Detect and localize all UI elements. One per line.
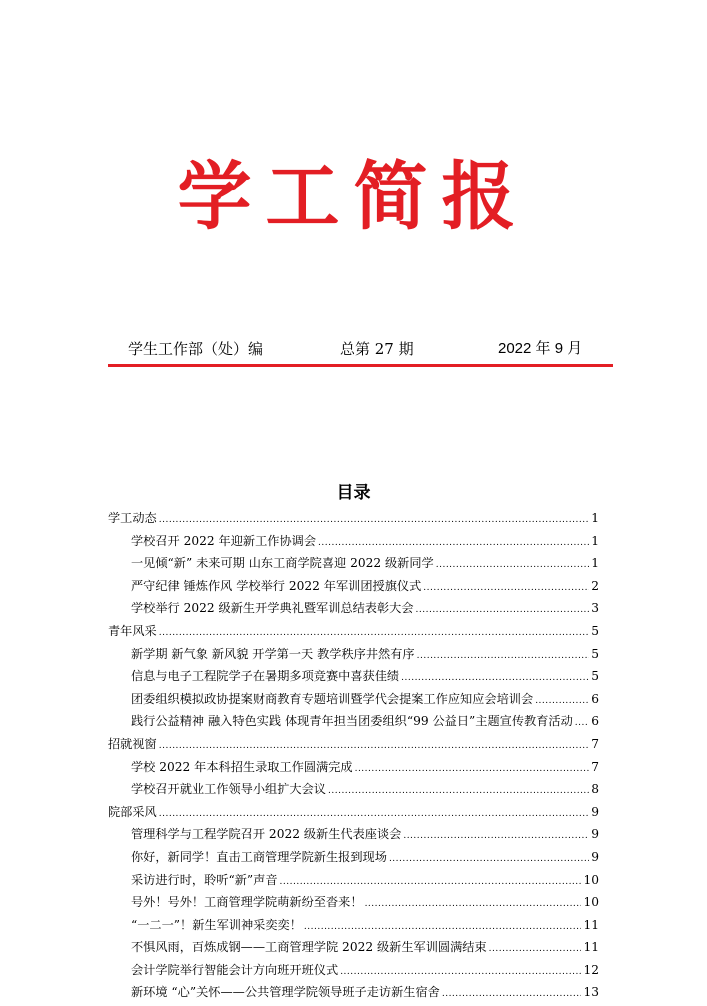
toc-page-number: 2 xyxy=(591,578,599,593)
toc-entry[interactable] xyxy=(108,597,599,620)
toc-leader-dots xyxy=(159,622,589,645)
toc-page-number: 1 xyxy=(591,556,599,571)
toc-entry[interactable] xyxy=(108,552,599,575)
toc-leader-dots xyxy=(159,735,589,758)
toc-leader-dots xyxy=(416,599,590,622)
toc-leader-dots xyxy=(489,938,582,961)
toc-entry[interactable] xyxy=(108,530,599,553)
toc-page-number: 6 xyxy=(591,691,599,706)
toc-entry-title: 一见倾“新” 未来可期 山东工商学院喜迎 2022 级新同学 xyxy=(131,556,434,571)
toc-section-entry[interactable] xyxy=(108,507,599,530)
toc-leader-dots xyxy=(365,893,582,916)
toc-entry[interactable] xyxy=(108,981,599,1004)
toc-page-number: 5 xyxy=(591,669,599,684)
toc-entry-title: 号外！号外！工商管理学院萌新纷至沓来！ xyxy=(131,895,363,910)
toc-entry[interactable] xyxy=(108,688,599,711)
toc-leader-dots xyxy=(442,983,582,1006)
toc-page-number: 12 xyxy=(583,962,599,977)
toc-leader-dots xyxy=(159,509,589,532)
toc-page-number: 11 xyxy=(583,917,599,932)
toc-page-number: 9 xyxy=(591,804,599,819)
toc-entry-title: 院部采风 xyxy=(108,804,157,819)
toc-entry-title: 不惧风雨，百炼成钢——工商管理学院 2022 级新生军训圆满结束 xyxy=(131,940,487,955)
toc-leader-dots xyxy=(355,758,590,781)
toc-entry-title: 你好，新同学！直击工商管理学院新生报到现场 xyxy=(131,849,387,864)
toc-leader-dots xyxy=(304,916,582,939)
masthead-title: 学工简报 xyxy=(177,154,530,240)
toc-leader-dots xyxy=(575,712,589,735)
issuer-label: 学生工作部（处）编 xyxy=(128,340,264,358)
issue-number: 总第 27 期 xyxy=(340,340,414,358)
toc-entry-title: 严守纪律 锤炼作风 学校举行 2022 年军训团授旗仪式 xyxy=(131,578,422,593)
toc-entry-title: 新环境 “心”关怀——公共管理学院领导班子走访新生宿舍 xyxy=(131,985,440,1000)
toc-leader-dots xyxy=(280,871,582,894)
toc-entry-title: 团委组织模拟政协提案财商教育专题培训暨学代会提案工作应知应会培训会 xyxy=(131,691,534,706)
toc-page-number: 1 xyxy=(591,511,599,525)
toc-entry[interactable] xyxy=(108,756,599,779)
toc-page-number: 13 xyxy=(583,985,599,1000)
toc-entry[interactable] xyxy=(108,823,599,846)
toc-entry[interactable] xyxy=(108,665,599,688)
toc-leader-dots xyxy=(401,667,589,690)
toc-page-number: 10 xyxy=(583,895,599,910)
toc-section-entry[interactable] xyxy=(108,620,599,643)
toc-page-number: 5 xyxy=(591,623,599,638)
table-of-contents xyxy=(108,507,599,1004)
toc-page-number: 11 xyxy=(583,940,599,955)
toc-leader-dots xyxy=(403,825,589,848)
toc-entry-title: 招就视窗 xyxy=(108,736,157,751)
toc-entry[interactable] xyxy=(108,936,599,959)
toc-entry-title: 新学期 新气象 新风貌 开学第一天 教学秩序井然有序 xyxy=(131,646,415,661)
toc-leader-dots xyxy=(436,554,590,577)
toc-entry-title: “一二一”！新生军训神采奕奕！ xyxy=(131,917,302,932)
toc-leader-dots xyxy=(389,848,589,871)
toc-entry-title: 信息与电子工程院学子在暑期多项竞赛中喜获佳绩 xyxy=(131,669,400,684)
toc-page-number: 6 xyxy=(591,714,599,729)
toc-leader-dots xyxy=(159,803,589,826)
toc-page-number: 3 xyxy=(591,601,599,616)
header-divider xyxy=(108,364,613,367)
toc-entry-title: 学校 2022 年本科招生录取工作圆满完成 xyxy=(131,759,353,774)
toc-entry-title: 践行公益精神 融入特色实践 体现青年担当团委组织“99 公益日”主题宣传教育活动 xyxy=(131,714,573,729)
toc-leader-dots xyxy=(340,961,581,984)
toc-page-number: 1 xyxy=(591,533,599,548)
toc-entry-title: 学工动态 xyxy=(108,511,157,525)
toc-entry[interactable] xyxy=(108,778,599,801)
toc-page-number: 10 xyxy=(583,872,599,887)
toc-entry[interactable] xyxy=(108,914,599,937)
toc-page-number: 7 xyxy=(591,759,599,774)
toc-page-number: 9 xyxy=(591,849,599,864)
toc-leader-dots xyxy=(423,577,589,600)
toc-entry-title: 学校举行 2022 级新生开学典礼暨军训总结表彰大会 xyxy=(131,601,414,616)
toc-entry-title: 管理科学与工程学院召开 2022 级新生代表座谈会 xyxy=(131,827,402,842)
toc-entry-title: 会计学院举行智能会计方向班开班仪式 xyxy=(131,962,339,977)
toc-entry-title: 学校召开 2022 年迎新工作协调会 xyxy=(131,533,317,548)
toc-entry[interactable] xyxy=(108,575,599,598)
toc-section-entry[interactable] xyxy=(108,733,599,756)
toc-leader-dots xyxy=(535,690,589,713)
toc-title: 目录 xyxy=(336,483,371,503)
toc-entry[interactable] xyxy=(108,869,599,892)
toc-page-number: 7 xyxy=(591,736,599,751)
toc-entry-title: 采访进行时，聆听“新”声音 xyxy=(131,872,278,887)
issue-info-line xyxy=(108,338,613,360)
toc-page-number: 5 xyxy=(591,646,599,661)
toc-entry[interactable] xyxy=(108,891,599,914)
toc-section-entry[interactable] xyxy=(108,801,599,824)
toc-leader-dots xyxy=(328,780,589,803)
toc-leader-dots xyxy=(417,645,590,668)
toc-page-number: 8 xyxy=(591,782,599,797)
toc-entry[interactable] xyxy=(108,846,599,869)
toc-entry-title: 青年风采 xyxy=(108,623,157,638)
toc-entry[interactable] xyxy=(108,710,599,733)
toc-entry[interactable] xyxy=(108,643,599,666)
toc-entry-title: 学校召开就业工作领导小组扩大会议 xyxy=(131,782,326,797)
toc-leader-dots xyxy=(318,532,589,555)
toc-page-number: 9 xyxy=(591,827,599,842)
toc-entry[interactable] xyxy=(108,959,599,982)
issue-date: 2022 年 9 月 xyxy=(498,340,583,357)
